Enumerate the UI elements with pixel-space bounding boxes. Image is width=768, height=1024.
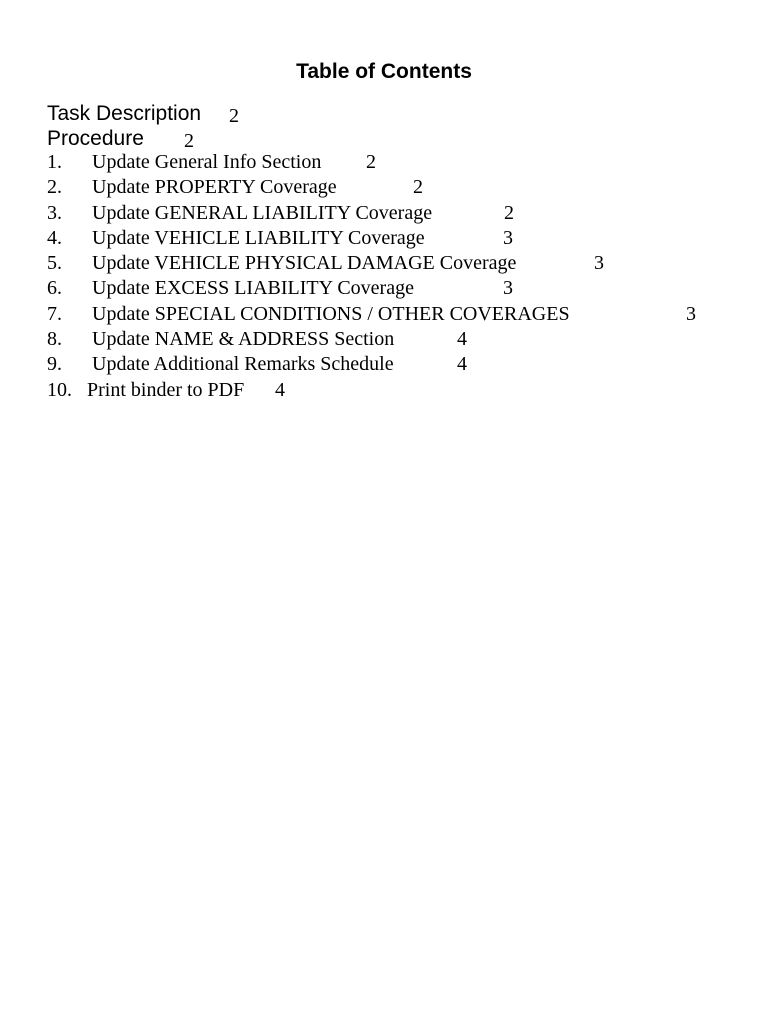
toc-item-label: Update SPECIAL CONDITIONS / OTHER COVERAGES xyxy=(92,302,570,325)
table-of-contents xyxy=(47,100,762,403)
toc-page-number: 2 xyxy=(504,201,514,224)
toc-item-label: Update General Info Section xyxy=(92,151,322,173)
toc-page-number: 2 xyxy=(366,151,376,173)
toc-item-excess-liability[interactable] xyxy=(47,276,762,301)
toc-item-special-conditions[interactable] xyxy=(47,302,762,327)
toc-page-number: 4 xyxy=(457,328,467,351)
toc-item-number: 3. xyxy=(47,201,62,224)
toc-item-number: 1. xyxy=(47,151,62,173)
toc-item-number: 8. xyxy=(47,328,62,351)
toc-page-number: 4 xyxy=(457,353,467,376)
toc-item-label: Update VEHICLE LIABILITY Coverage xyxy=(92,226,425,249)
toc-item-number: 4. xyxy=(47,226,62,249)
toc-page-number: 2 xyxy=(413,176,423,199)
toc-heading-task-description[interactable] xyxy=(47,100,762,125)
toc-page-number: 4 xyxy=(275,378,285,401)
toc-item-name-address[interactable] xyxy=(47,327,762,352)
toc-item-general-liability[interactable] xyxy=(47,201,762,226)
toc-heading-label: Task Description xyxy=(47,102,202,125)
toc-item-print-binder[interactable] xyxy=(47,378,762,403)
toc-item-label: Update PROPERTY Coverage xyxy=(92,176,337,199)
toc-item-label: Print binder to PDF xyxy=(87,378,245,401)
toc-item-number: 6. xyxy=(47,277,62,300)
toc-item-number: 7. xyxy=(47,302,62,325)
toc-item-label: Update NAME & ADDRESS Section xyxy=(92,328,395,351)
toc-heading-procedure[interactable] xyxy=(47,125,762,150)
toc-page-number: 3 xyxy=(686,302,696,325)
toc-item-number: 5. xyxy=(47,252,62,275)
toc-item-number: 2. xyxy=(47,176,62,199)
toc-item-number: 9. xyxy=(47,353,62,376)
toc-page-number: 2 xyxy=(229,105,239,127)
toc-heading-label: Procedure xyxy=(47,127,144,150)
toc-page-number: 3 xyxy=(503,277,513,300)
toc-item-label: Update EXCESS LIABILITY Coverage xyxy=(92,277,414,300)
toc-item-vehicle-physical-damage[interactable] xyxy=(47,251,762,276)
toc-page-number: 2 xyxy=(184,130,194,152)
toc-item-additional-remarks[interactable] xyxy=(47,352,762,377)
toc-item-general-info[interactable] xyxy=(47,150,762,175)
toc-item-label: Update GENERAL LIABILITY Coverage xyxy=(92,201,433,224)
toc-item-label: Update VEHICLE PHYSICAL DAMAGE Coverage xyxy=(92,252,517,275)
toc-page-number: 3 xyxy=(503,226,513,249)
toc-item-number: 10. xyxy=(47,378,72,401)
toc-page-number: 3 xyxy=(594,252,604,275)
page-title: Table of Contents xyxy=(296,60,472,83)
toc-item-property[interactable] xyxy=(47,175,762,200)
toc-item-label: Update Additional Remarks Schedule xyxy=(92,353,394,376)
toc-item-vehicle-liability[interactable] xyxy=(47,226,762,251)
